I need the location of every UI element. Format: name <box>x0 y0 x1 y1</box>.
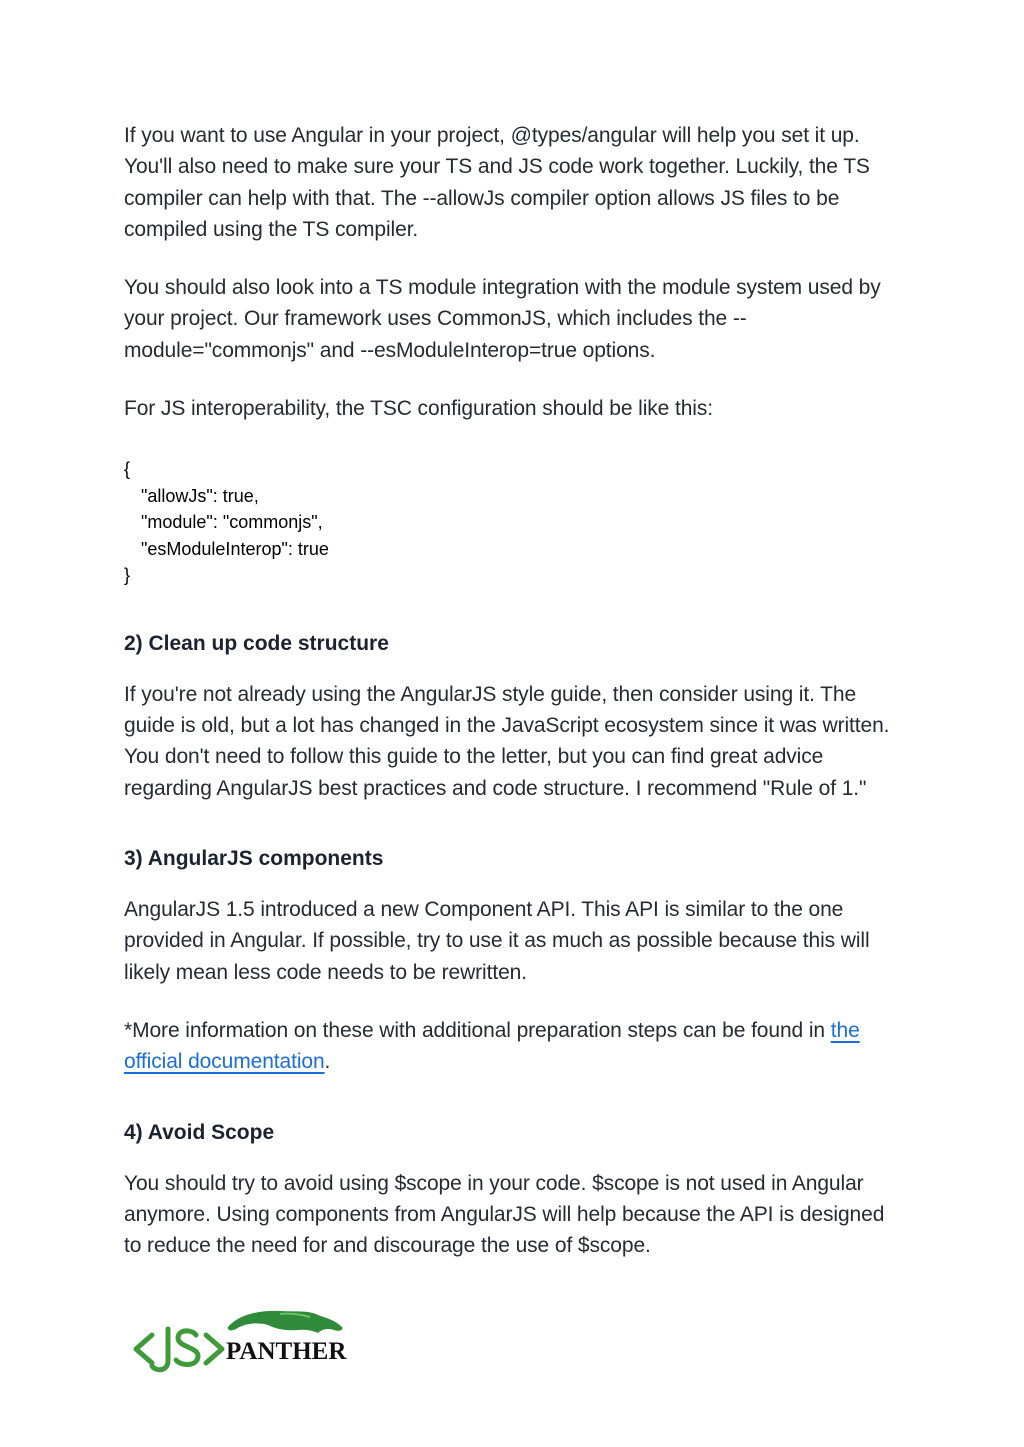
paragraph-more-info-note <box>124 1015 904 1078</box>
paragraph-style-guide: If you're not already using the AngularJS style guide, then consider using it. The guide is old, but a lot has changed in the JavaScript ecosystem since it was written. You don't need to follow this guide to the letter, but you can find great advice regarding AngularJS best practices and code structure. I recommend "Rule of 1." <box>124 682 890 800</box>
letter-s-icon <box>176 1331 198 1365</box>
paragraph-component-api: AngularJS 1.5 introduced a new Component API. This API is similar to the one provided in Angular. If possible, try to use it as much as possible because this will likely mean less code needs to be rewritten. <box>124 898 870 984</box>
paragraph-angular-types: If you want to use Angular in your project, @types/angular will help you set it up. You'll also need to make sure your TS and JS code work together. Luckily, the TS compiler can help with that. The --allowJs compiler option allows JS files to be compiled using the TS compiler. <box>124 124 870 241</box>
code-line-close: } <box>124 565 131 586</box>
code-line-allowjs: "allowJs": true, <box>141 485 259 506</box>
logo-wordmark: PANTHER <box>226 1338 347 1365</box>
angle-right-icon <box>206 1335 222 1363</box>
code-line-esmoduleinterop: "esModuleInterop": true <box>141 538 329 559</box>
paragraph-avoid-scope: You should try to avoid using $scope in your code. $scope is not used in Angular anymore. Using components from AngularJS will help because the API is designed to reduce the need for and discourage the use of $scope. <box>124 1171 885 1258</box>
heading-avoid-scope: 4) Avoid Scope <box>124 1120 275 1144</box>
jspanther-logo <box>130 1305 360 1380</box>
angle-left-icon <box>136 1335 152 1363</box>
note-prefix: *More information on these with additional preparation steps can be found in <box>124 1018 831 1042</box>
code-line-module: "module": "commonjs", <box>141 512 323 533</box>
document-page <box>124 120 904 1261</box>
note-suffix: . <box>324 1050 331 1074</box>
heading-angularjs-components: 3) AngularJS components <box>124 847 384 871</box>
paragraph-module-integration: You should also look into a TS module integration with the module system used by your project. Our framework uses CommonJS, which includes the --module="commonjs" and --esModuleInterop=true options. <box>124 276 881 362</box>
official-documentation-link[interactable]: the official documentation <box>124 1018 860 1074</box>
paragraph-js-interop: For JS interoperability, the TSC configuration should be like this: <box>124 397 713 421</box>
heading-clean-up-code: 2) Clean up code structure <box>124 631 389 655</box>
code-line-open: { <box>124 459 131 480</box>
code-block-tsconfig <box>124 456 904 589</box>
jspanther-logo-image <box>130 1305 360 1380</box>
